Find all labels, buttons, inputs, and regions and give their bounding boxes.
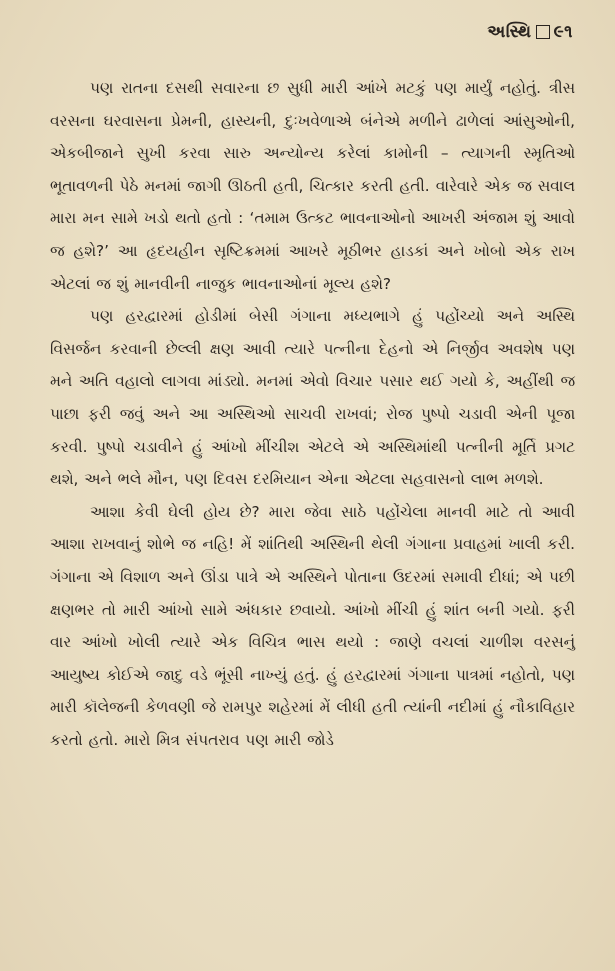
page-number: ૯૧ bbox=[553, 22, 573, 42]
running-header bbox=[487, 22, 573, 42]
header-title: અસ્થિ bbox=[487, 22, 532, 42]
paragraph-1: પણ રાતના દસથી સવારના છ સુધી મારી આંખે મટકું પણ માર્યું નહોતું. ત્રીસ વરસના ઘરવાસના પ્રેમની, હાસ્યની, દુઃખવેળાએ બંનેએ મળીને ઢાળેલાં આંસુઓની, એકબીજાને સુખી કરવા સારુ અન્યોન્ય કરેલાં કામોની – ત્યાગની સ્મૃતિઓ ભૂતાવળની પેઠે મનમાં જાગી ઊઠતી હતી, ચિત્કાર કરતી હતી. વારેવારે એક જ સવાલ મારા મન સામે ખડો થતો હતો : ‘તમામ ઉત્કટ ભાવનાઓનો આખરી અંજામ શું આવો જ હશે?’ આ હૃદયહીન સૃષ્ટિક્રમમાં આખરે મૂઠીભર હાડકાં અને ખોબો એક રાખ એટલાં જ શું માનવીની નાજુક ભાવનાઓનાં મૂલ્ય હશે? bbox=[50, 79, 576, 293]
paragraph-3: આશા કેવી ઘેલી હોય છે? મારા જેવા સાઠે પહોંચેલા માનવી માટે તો આવી આશા રાખવાનું શોભે જ નહિ! મેં શાંતિથી અસ્થિની થેલી ગંગાના પ્રવાહમાં ખાલી કરી. ગંગાના એ વિશાળ અને ઊંડા પાત્રે એ અસ્થિને પોતાના ઉદરમાં સમાવી દીધાં; એ પછી ક્ષણભર તો મારી આંખો સામે અંધકાર છવાયો. આંખો મીંચી હું શાંત બની ગયો. ફરી વાર આંખો ખોલી ત્યારે એક વિચિત્ર ભાસ થયો : જાણે વચલાં ચાળીશ વરસનું આયુષ્ય કોઈએ જાદુ વડે ભૂંસી નાખ્યું હતું. હું હરદ્વારમાં ગંગાના પાત્રમાં નહોતો, પણ મારી કૉલેજની કેળવણી જે રામપુર શહેરમાં મેં લીધી હતી ત્યાંની નદીમાં હું નૌકાવિહાર કરતો હતો. મારો મિત્ર સંપતરાવ પણ મારી જોડે bbox=[50, 502, 575, 749]
paragraph-2: પણ હરદ્વારમાં હોડીમાં બેસી ગંગાના મધ્યભાગે હું પહોંચ્યો અને અસ્થિ વિસર્જન કરવાની છેલ્લી ક્ષણ આવી ત્યારે પત્નીના દેહનો એ નિર્જીવ અવશેષ પણ મને અતિ વહાલો લાગવા માંડ્યો. મનમાં એવો વિચાર પસાર થઈ ગયો કે, અહીંથી જ પાછા ફરી જવું અને આ અસ્થિઓ સાચવી રાખવાં; રોજ પુષ્પો ચડાવી એની પૂજા કરવી. પુષ્પો ચડાવીને હું આંખો મીંચીશ એટલે એ અસ્થિમાંથી પત્નીની મૂર્તિ પ્રગટ થશે, અને ભલે મૌન, પણ દિવસ દરમિયાન એના એટલા સહવાસનો લાભ મળશે. bbox=[50, 307, 575, 489]
page-body bbox=[50, 72, 575, 756]
header-square-ornament bbox=[536, 25, 550, 39]
